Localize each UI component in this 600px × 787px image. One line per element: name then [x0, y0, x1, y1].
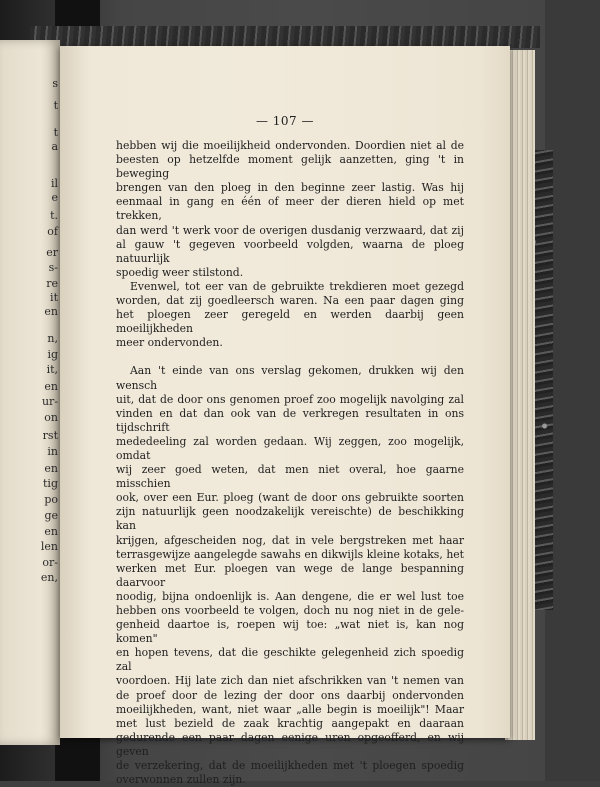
text-line: overwonnen zullen zijn.	[116, 773, 246, 787]
paragraph	[116, 280, 464, 350]
left-page-fragment: a	[51, 140, 58, 153]
text-line: worden, dat zij goedleersch waren. Na een paar dagen ging	[116, 294, 464, 308]
text-line: krijgen, afgescheiden nog, dat in vele bergstreken met haar	[116, 533, 464, 547]
left-page-fragment: t	[53, 99, 58, 112]
paragraph	[116, 364, 464, 787]
text-line: met lust bezield de zaak krachtig aangepakt en daaraan	[116, 716, 464, 730]
text-line: zijn natuurlijk geen noodzakelijk vereischte) de beschikking kan	[116, 505, 464, 533]
text-line: terrasgewijze aangelegde sawahs en dikwijls kleine kotaks, het	[116, 547, 464, 561]
text-line: spoedig weer stilstond.	[116, 265, 244, 279]
left-page-fragment: s	[52, 77, 58, 90]
text-line: wij zeer goed weten, dat men niet overal, hoe gaarne misschien	[116, 463, 464, 491]
text-line: het ploegen zeer geregeld en werden daarbij geen moeilijkheden	[116, 308, 464, 336]
text-line: werken met Eur. ploegen van wege de lange bespanning daarvoor	[116, 561, 464, 589]
left-page-fragment: it	[50, 291, 58, 304]
text-line: de verzekering, dat de moeilijkheden met 't ploegen spoedig	[116, 759, 464, 773]
left-page-fragment: ig	[47, 348, 58, 361]
text-line: genheid daartoe is, roepen wij toe: „wat niet is, kan nog komen"	[116, 618, 464, 646]
left-page-fragment: en,	[40, 571, 58, 584]
left-page-fragment: e	[51, 191, 58, 204]
left-page-fragment: il	[50, 177, 58, 190]
left-page-fragment: re	[46, 277, 58, 290]
scan-right-margin	[545, 0, 600, 781]
text-line: beesten op hetzelfde moment gelijk aanzetten, ging 't in beweging	[116, 153, 464, 181]
text-line: dan werd 't werk voor de overigen dusdanig verzwaard, dat zij	[116, 223, 464, 237]
left-page-fragment: tig	[43, 477, 58, 490]
text-line: vinden en dat dan ook van de verkregen resultaten in ons tijdschrift	[116, 406, 464, 434]
text-line: voordoen. Hij late zich dan niet afschrikken van 't nemen van	[116, 674, 464, 688]
left-page-fragment: er	[46, 246, 58, 259]
book-page	[60, 46, 510, 787]
left-page-fragment: or-	[42, 556, 58, 569]
left-page-fragment: en	[44, 525, 58, 538]
left-page-fragment: in	[47, 445, 58, 458]
left-page	[0, 40, 60, 745]
left-page-fragment: len	[40, 540, 58, 553]
page-number: — 107 —	[255, 114, 315, 128]
marbled-cover-top	[30, 26, 540, 48]
text-line: ook, over een Eur. ploeg (want de door ons gebruikte soorten	[116, 491, 464, 505]
paragraph-gap	[116, 350, 464, 364]
left-page-fragment: en	[44, 462, 58, 475]
left-page-fragment: n,	[47, 332, 58, 345]
text-line: Aan 't einde van ons verslag gekomen, drukken wij den wensch	[116, 364, 464, 392]
text-line: gedurende een paar dagen eenige uren opgeofferd, en wij geven	[116, 730, 464, 758]
text-line: de proef door de lezing der door ons daarbij ondervonden	[116, 688, 464, 702]
left-page-fragment: ge	[44, 509, 58, 522]
left-page-fragment: rst	[42, 429, 58, 442]
left-page-fragment: t	[53, 126, 58, 139]
left-page-fragment: ur-	[41, 395, 58, 408]
text-line: hebben ons voorbeeld te volgen, doch nu nog niet in de gele-	[116, 604, 464, 617]
text-line: al gauw 't gegeven voorbeeld volgden, waarna de ploeg natuurlijk	[116, 237, 464, 265]
text-line: en hopen tevens, dat die geschikte gelegenheid zich spoedig zal	[116, 646, 464, 674]
left-page-fragment: on	[44, 411, 58, 424]
left-page-fragment: of	[47, 225, 58, 238]
text-line: mededeeling zal worden gedaan. Wij zeggen, zoo mogelijk, omdat	[116, 434, 464, 462]
text-line: hebben wij die moeilijkheid ondervonden. Doordien niet al de	[116, 139, 464, 152]
left-page-fragment: t.	[50, 209, 58, 222]
left-page-fragment: po	[44, 493, 58, 506]
text-line: Evenwel, tot eer van de gebruikte trekdieren moet gezegd	[130, 279, 464, 293]
left-page-fragment: en	[44, 305, 58, 318]
left-page-fragment: s-	[48, 261, 58, 274]
left-page-fragment: it,	[46, 363, 58, 376]
body-text	[116, 139, 464, 787]
text-line: meer ondervonden.	[116, 336, 223, 350]
text-line: moeilijkheden, want, niet waar „alle begin is moeilijk"! Maar	[116, 702, 464, 716]
text-line: noodig, bijna ondoenlijk is. Aan dengene, die er wel lust toe	[116, 589, 464, 603]
paragraph	[116, 139, 464, 280]
text-line: uit, dat de door ons genomen proef zoo mogelijk navolging zal	[116, 392, 464, 406]
left-page-fragment: en	[44, 380, 58, 393]
text-line: brengen van den ploeg in den beginne zeer lastig. Was hij	[116, 181, 464, 195]
text-line: eenmaal in gang en één of meer der dieren hield op met trekken,	[116, 195, 464, 223]
